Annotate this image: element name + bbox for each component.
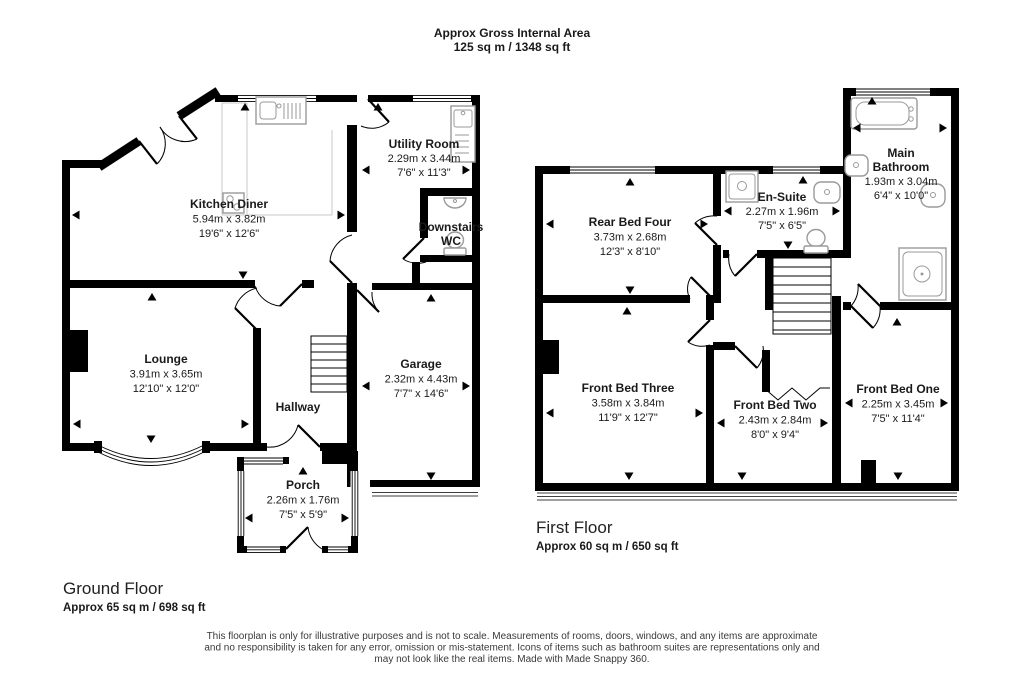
room-dim-imperial: 19'6" x 12'6" xyxy=(198,228,260,240)
room-dim-imperial: 7'5" x 5'9" xyxy=(278,509,328,521)
room-name-2: WC xyxy=(441,234,461,248)
room-dim-imperial: 7'5" x 11'4" xyxy=(871,413,925,425)
first-floor-plan xyxy=(535,88,959,554)
room-name: Main xyxy=(887,146,915,160)
ground-floor-plan xyxy=(62,91,484,614)
room-dim-metric: 3.58m x 3.84m xyxy=(591,397,665,410)
room-name: Garage xyxy=(400,357,442,371)
room-dim-metric: 2.43m x 2.84m xyxy=(738,414,812,427)
room-dim-imperial: 7'7" x 14'6" xyxy=(393,388,449,400)
disclaimer-line-2: and no responsibility is taken for any error, omission or mis-statement. Icons of items such as bathroom suites are representations only and xyxy=(204,642,820,654)
room-dim-metric: 3.73m x 2.68m xyxy=(593,231,667,244)
ensuite-shower-icon xyxy=(726,171,758,202)
floor-area: Approx 65 sq m / 698 sq ft xyxy=(63,602,206,614)
bathroom-shower-icon xyxy=(899,248,946,300)
room-name: Front Bed One xyxy=(856,382,940,396)
kitchen-sink-icon xyxy=(256,97,306,124)
room-name: Downstairs xyxy=(418,220,484,234)
room-dim-metric: 2.27m x 1.96m xyxy=(745,206,819,218)
room-dim-metric: 3.91m x 3.65m xyxy=(129,368,203,381)
first-floor-stairs xyxy=(773,258,831,334)
room-dim-imperial: 7'6" x 11'3" xyxy=(397,167,451,179)
room-label-hallway xyxy=(276,400,321,414)
room-dim-imperial: 8'0" x 9'4" xyxy=(750,429,800,441)
floor-label: First Floor xyxy=(536,518,613,537)
room-dim-imperial: 12'10" x 12'0" xyxy=(132,383,200,395)
room-label-main-bathroom xyxy=(865,146,938,202)
ground-floor-stairs xyxy=(311,336,347,392)
disclaimer xyxy=(204,631,819,665)
room-label-front-bed-three xyxy=(582,381,675,424)
room-dim-metric: 1.93m x 3.04m xyxy=(864,176,938,188)
gross-area-title: Approx Gross Internal Area xyxy=(433,26,591,40)
room-name: Rear Bed Four xyxy=(588,215,672,229)
room-label-utility-room xyxy=(388,137,461,179)
wc-basin-icon xyxy=(444,198,466,208)
room-label-garage xyxy=(385,357,458,400)
room-name: Front Bed Three xyxy=(581,381,675,395)
bathroom-basin-left-icon xyxy=(845,155,868,176)
room-name: En-Suite xyxy=(757,190,807,204)
gross-area-value: 125 sq m / 1348 sq ft xyxy=(453,40,571,54)
room-dim-metric: 2.29m x 3.44m xyxy=(387,153,461,165)
room-name: Utility Room xyxy=(388,137,460,151)
room-dim-metric: 2.26m x 1.76m xyxy=(266,494,340,507)
room-label-kitchen-diner xyxy=(190,197,268,240)
room-name: Kitchen Diner xyxy=(189,197,269,211)
disclaimer-line-1: This floorplan is only for illustrative purposes and is not to scale. Measurements of rooms, doors, windows, and any items are approximate xyxy=(206,631,818,642)
room-label-porch xyxy=(267,478,340,521)
room-name: Front Bed Two xyxy=(733,398,817,412)
bath-icon xyxy=(851,98,917,129)
room-label-front-bed-one xyxy=(856,382,940,425)
floor-area: Approx 60 sq m / 650 sq ft xyxy=(536,541,679,553)
kitchen-corner-diagonal-wall xyxy=(99,91,218,167)
room-dim-imperial: 11'9" x 12'7" xyxy=(598,412,658,424)
room-label-front-bed-two xyxy=(733,398,816,441)
header xyxy=(434,26,591,54)
room-name: Porch xyxy=(285,478,321,492)
room-dim-imperial: 6'4" x 10'0" xyxy=(873,190,929,202)
ensuite-basin-icon xyxy=(814,182,840,203)
room-dim-metric: 5.94m x 3.82m xyxy=(192,213,266,226)
disclaimer-line-3: may not look like the real items. Made with Made Snappy 360. xyxy=(374,654,650,665)
room-dim-metric: 2.32m x 4.43m xyxy=(384,373,458,386)
room-dim-metric: 2.25m x 3.45m xyxy=(861,398,935,411)
ground-floor-caption xyxy=(63,579,206,614)
first-floor-caption xyxy=(536,518,679,553)
room-label-rear-bed-four xyxy=(589,215,672,258)
ensuite-toilet-icon xyxy=(804,230,828,254)
room-dim-imperial: 12'3" x 8'10" xyxy=(599,246,661,258)
room-name-2: Bathroom xyxy=(872,160,930,174)
room-name: Lounge xyxy=(144,352,188,366)
room-name: Hallway xyxy=(275,400,321,414)
ground-floor-dimension-arrows xyxy=(72,103,470,523)
floor-label: Ground Floor xyxy=(63,579,164,598)
room-dim-imperial: 7'5" x 6'5" xyxy=(757,220,807,232)
room-label-lounge xyxy=(130,352,203,395)
